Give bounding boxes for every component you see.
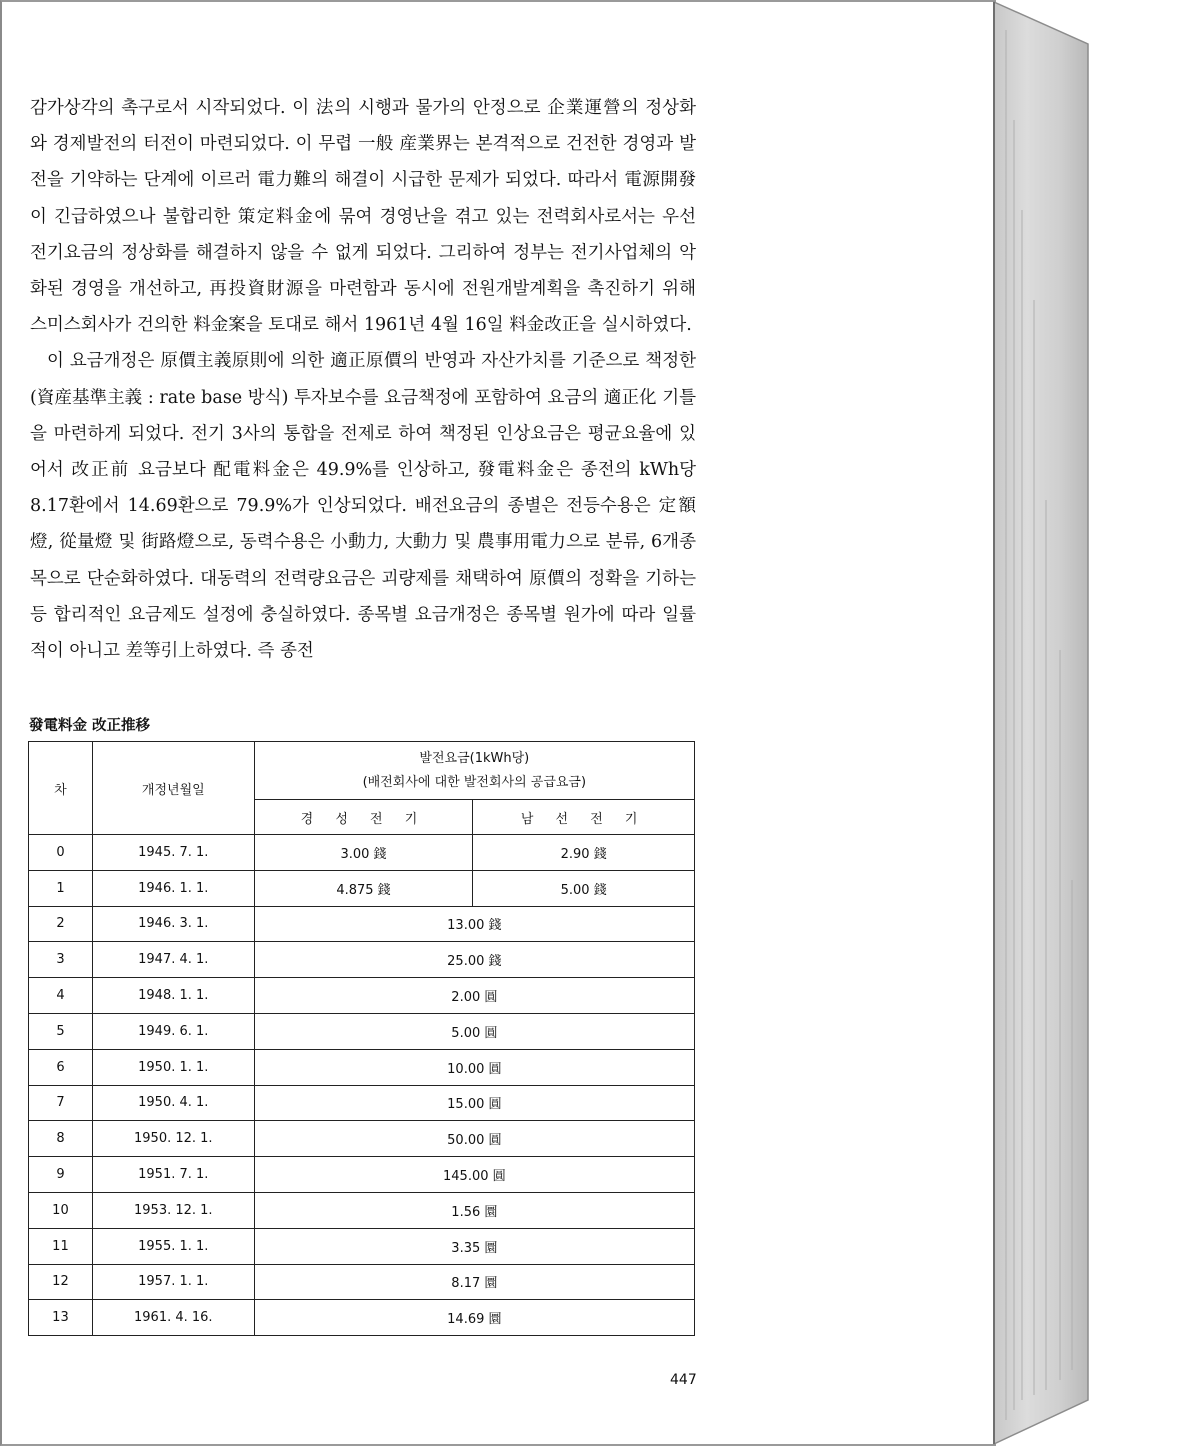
row-date: 1945. 7. 1.: [92, 835, 254, 871]
paragraph-2: 이 요금개정은 原價主義原則에 의한 適正原價의 반영과 자산가치를 기준으로 책정한(資産基準主義 : rate base 방식) 투자보수를 요금책정에 포함하여 요금의 適正化 기틀을 마련하게 되었다. 전기 3사의 통합을 전제로 하여 책정된 인상요금은 평균요율에 있어서 改正前 요금보다 配電料金은 49.9%를 인상하고, 發電料金은 종전의 kWh당 8.17환에서 14.69환으로 79.9%가 인상되었다. 배전요금의 종별은 전등수용은 定額燈, 從量燈 및 街路燈으로, 동력수용은 小動力, 大動力 및 農事用電力으로 분류, 6개종목으로 단순화하였다. 대동력의 전력량요금은 괴량제를 채택하여 原價의 정확을 기하는 등 합리적인 요금제도 설정에 충실하였다. 종목별 요금개정은 종목별 원가에 따라 일률적이 아니고 差等引上하였다. 즉 종전: [30, 351, 696, 662]
header-gyeongseong: 경 성 전 기: [254, 800, 473, 835]
row-no: 1: [29, 870, 93, 906]
row-date: 1948. 1. 1.: [92, 978, 254, 1014]
row-date: 1961. 4. 16.: [92, 1300, 254, 1336]
row-value: 25.00 錢: [254, 942, 694, 978]
header-fee-line2: (배전회사에 대한 발전회사의 공급요금): [362, 774, 587, 790]
row-no: 8: [29, 1121, 93, 1157]
row-date: 1950. 12. 1.: [92, 1121, 254, 1157]
row-value: 145.00 圓: [254, 1157, 694, 1193]
row-no: 9: [29, 1157, 93, 1193]
row-no: 13: [29, 1300, 93, 1336]
row-no: 12: [29, 1264, 93, 1300]
row-value: 50.00 圓: [254, 1121, 694, 1157]
row-date: 1957. 1. 1.: [92, 1264, 254, 1300]
row-no: 2: [29, 906, 93, 942]
row-value-namseon: 2.90 錢: [473, 835, 695, 871]
row-value: 1.56 圜: [254, 1192, 694, 1228]
row-value-gyeongseong: 4.875 錢: [254, 870, 473, 906]
page-stack-edge: [994, 2, 1088, 1444]
row-date: 1946. 1. 1.: [92, 870, 254, 906]
row-no: 3: [29, 942, 93, 978]
row-date: 1946. 3. 1.: [92, 906, 254, 942]
row-value: 8.17 圜: [254, 1264, 694, 1300]
row-date: 1950. 4. 1.: [92, 1085, 254, 1121]
row-date: 1950. 1. 1.: [92, 1049, 254, 1085]
row-date: 1955. 1. 1.: [92, 1228, 254, 1264]
row-no: 6: [29, 1049, 93, 1085]
row-no: 10: [29, 1192, 93, 1228]
row-no: 4: [29, 978, 93, 1014]
row-value: 2.00 圓: [254, 978, 694, 1014]
row-value: 15.00 圓: [254, 1085, 694, 1121]
row-date: 1953. 12. 1.: [92, 1192, 254, 1228]
row-value-namseon: 5.00 錢: [473, 870, 695, 906]
row-no: 7: [29, 1085, 93, 1121]
header-no: 차: [29, 742, 93, 835]
row-value-gyeongseong: 3.00 錢: [254, 835, 473, 871]
row-no: 11: [29, 1228, 93, 1264]
row-value: 10.00 圓: [254, 1049, 694, 1085]
header-fee-line1: 발전요금(1kWh당): [419, 750, 530, 766]
row-no: 0: [29, 835, 93, 871]
paragraph-1: 감가상각의 촉구로서 시작되었다. 이 法의 시행과 물가의 안정으로 企業運營의 정상화와 경제발전의 터전이 마련되었다. 이 무렵 一般 産業界는 본격적으로 건전한 경영과 발전을 기약하는 단계에 이르러 電力難의 해결이 시급한 문제가 되었다. 따라서 電源開發이 긴급하였으나 불합리한 策定料金에 묶여 경영난을 겪고 있는 전력회사로서는 우선 전기요금의 정상화를 해결하지 않을 수 없게 되었다. 그리하여 정부는 전기사업체의 악화된 경영을 개선하고, 再投資財源을 마련함과 동시에 전원개발계획을 촉진하기 위해 스미스회사가 건의한 料金案을 토대로 해서 1961년 4월 16일 料金改正을 실시하였다.: [30, 98, 696, 336]
row-value: 5.00 圓: [254, 1013, 694, 1049]
row-no: 5: [29, 1013, 93, 1049]
row-value: 13.00 錢: [254, 906, 694, 942]
row-value: 14.69 圜: [254, 1300, 694, 1336]
row-date: 1949. 6. 1.: [92, 1013, 254, 1049]
page-number: 447: [670, 1372, 697, 1388]
header-date: 개정년월일: [92, 742, 254, 835]
row-date: 1951. 7. 1.: [92, 1157, 254, 1193]
row-value: 3.35 圜: [254, 1228, 694, 1264]
table-title: 發電料金 改正推移: [29, 718, 151, 734]
row-date: 1947. 4. 1.: [92, 942, 254, 978]
header-namseon: 남 선 전 기: [473, 800, 695, 835]
